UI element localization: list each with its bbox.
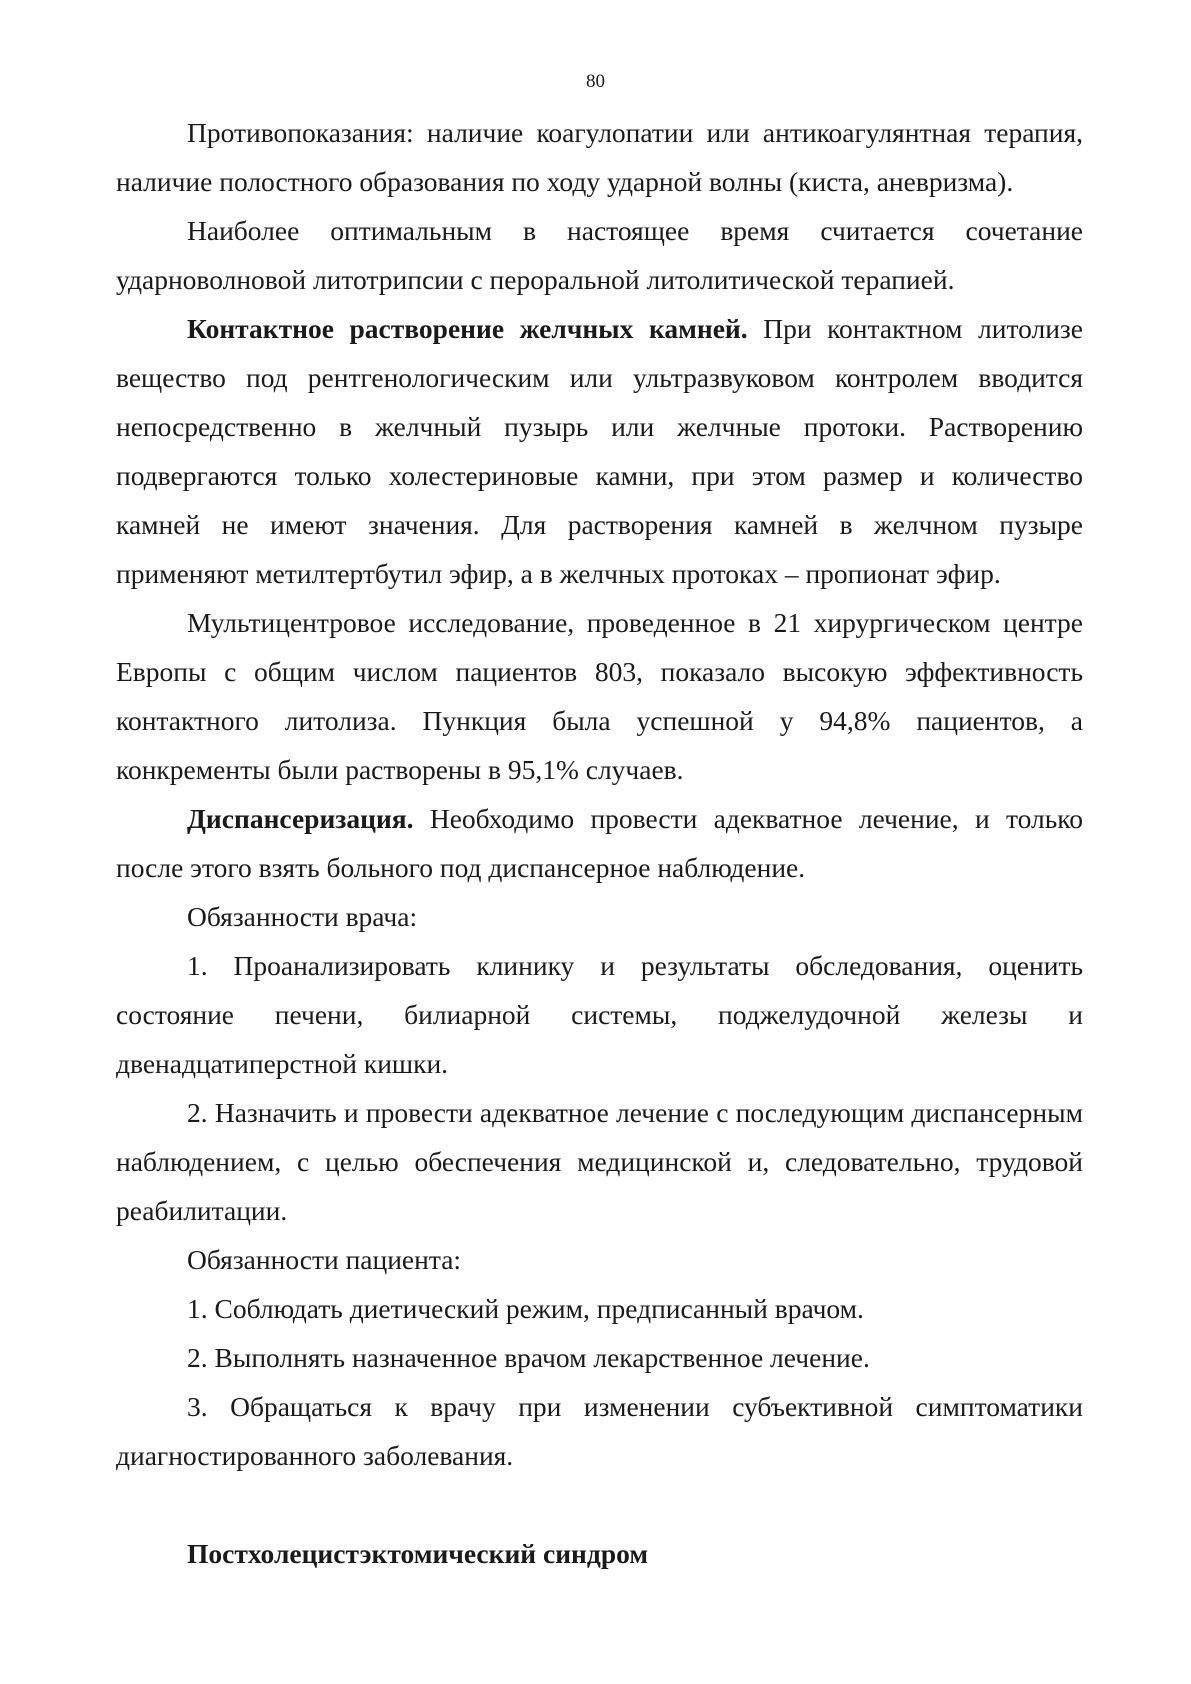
list-item-patient-1: 1. Соблюдать диетический режим, предписанный врачом. — [187, 1293, 864, 1324]
list-item-patient-3: 3. Обращаться к врачу при изменении субъективной симптоматики диагностированного заболевания. — [116, 1391, 1083, 1471]
list-item-doctor-2: 2. Назначить и провести адекватное лечение с последующим диспансерным наблюдением, с целью обеспечения медицинской и, следовательно, трудовой реабилитации. — [116, 1097, 1083, 1226]
section-heading: Постхолецистэктомический синдром — [187, 1538, 649, 1569]
list-item-doctor-1: 1. Проанализировать клинику и результаты обследования, оценить состояние печени, билиарной системы, поджелудочной железы и двенадцатиперстной кишки. — [116, 950, 1083, 1079]
document-body — [116, 108, 1083, 1578]
contact-litholysis-text: При контактном литолизе вещество под рентгенологическим или ультразвуковом контролем вводится непосредственно в желчный пузырь или желчные протоки. Растворению подвергаются только холестериновые камни, при этом размер и количество камней не имеют значения. Для растворения камней в желчном пузыре применяют метилтертбутил эфир, а в желчных протоках – пропионат эфир. — [116, 313, 1083, 589]
paragraph-dispensary — [116, 794, 1083, 892]
list-item-patient-2: 2. Выполнять назначенное врачом лекарственное лечение. — [187, 1342, 870, 1373]
paragraph-contact-litholysis — [116, 304, 1083, 598]
paragraph-doctor-duties-title: Обязанности врача: — [187, 901, 418, 932]
contact-litholysis-heading: Контактное растворение желчных камней. — [187, 313, 748, 344]
page-number: 80 — [586, 71, 605, 92]
paragraph-optimal-combination: Наиболее оптимальным в настоящее время считается сочетание ударноволновой литотрипсии с пероральной литолитической терапией. — [116, 215, 1083, 295]
paragraph-patient-duties-title: Обязанности пациента: — [187, 1244, 462, 1275]
paragraph-multicenter-study: Мультицентровое исследование, проведенное в 21 хирургическом центре Европы с общим числом пациентов 803, показало высокую эффективность контактного литолиза. Пункция была успешной у 94,8% пациентов, а конкременты были растворены в 95,1% случаев. — [116, 607, 1083, 785]
paragraph-contraindications: Противопоказания: наличие коагулопатии или антикоагулянтная терапия, наличие полостного образования по ходу ударной волны (киста, аневризма). — [116, 117, 1083, 197]
dispensary-heading: Диспансеризация. — [187, 803, 414, 834]
dispensary-text: Необходимо провести адекватное лечение, и только после этого взять больного под диспансерное наблюдение. — [116, 803, 1083, 883]
